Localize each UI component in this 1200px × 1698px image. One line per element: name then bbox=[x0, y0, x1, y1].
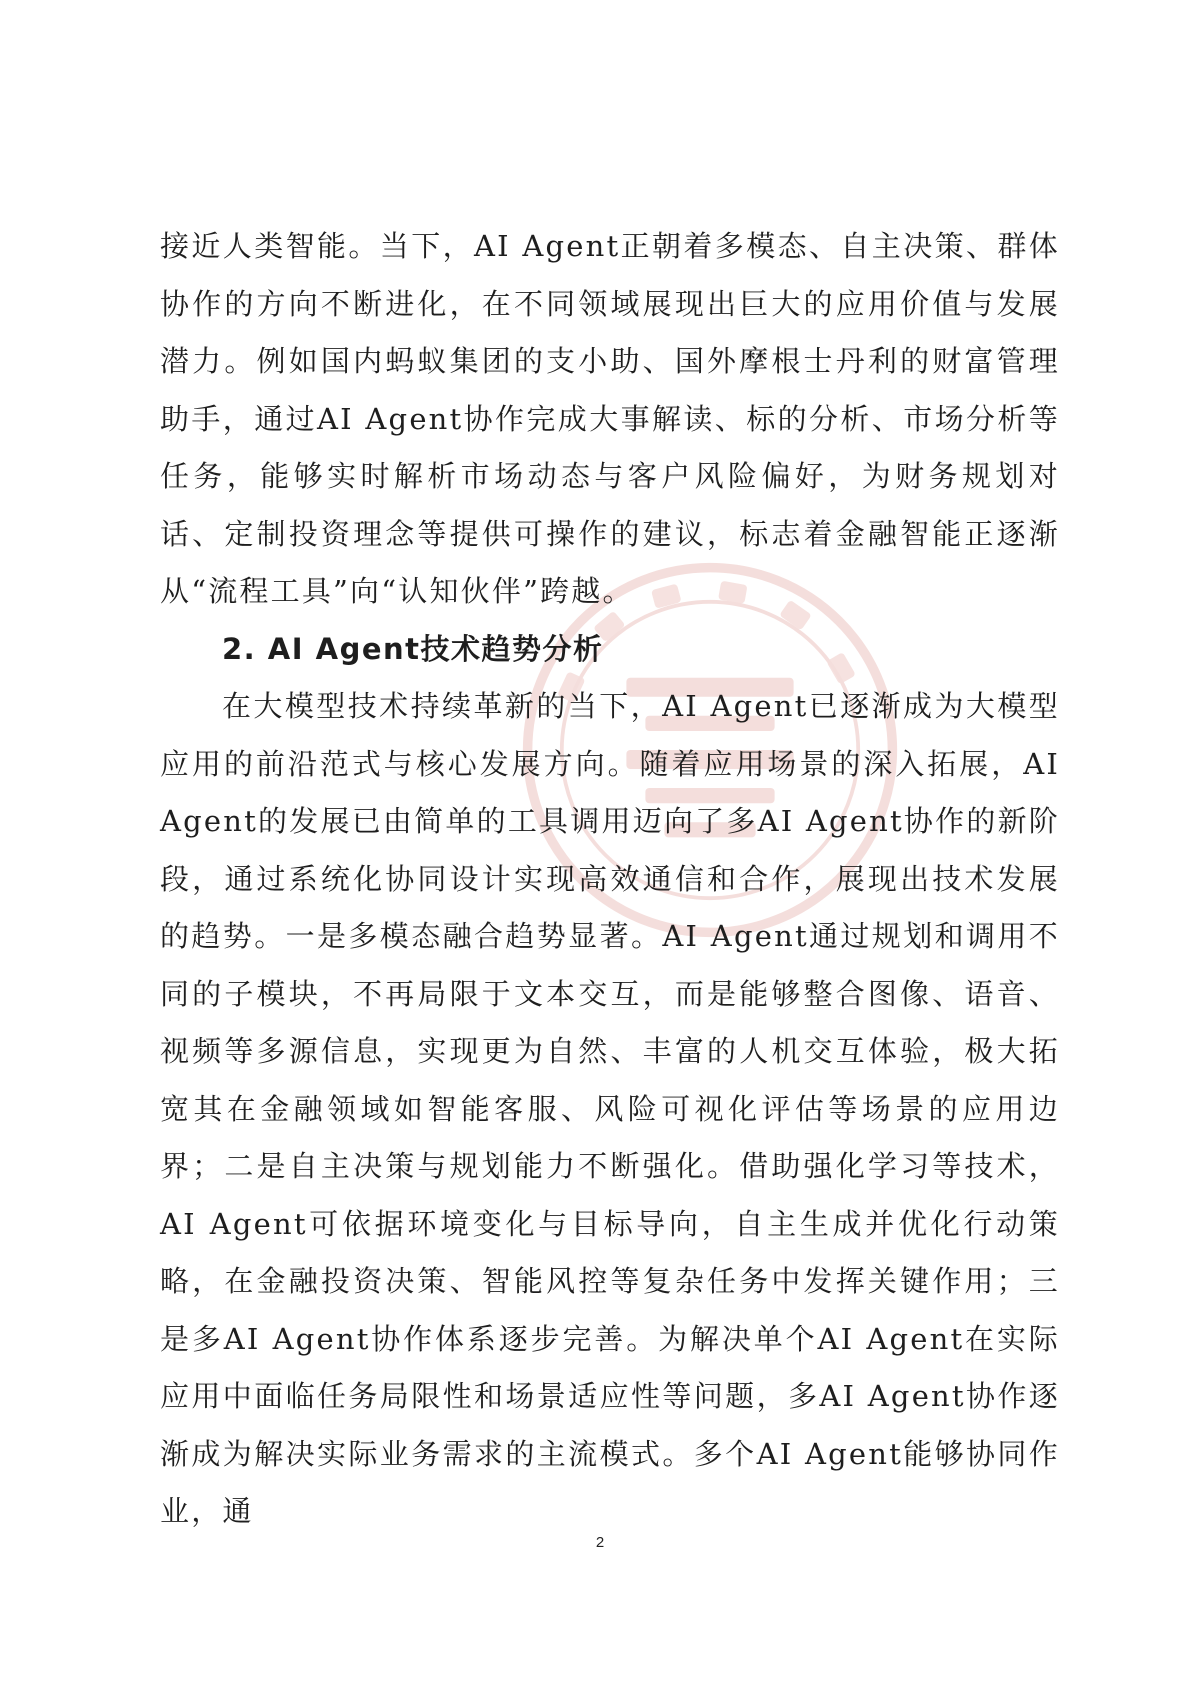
document-body bbox=[160, 218, 1060, 1541]
section-heading: 2. AI Agent技术趋势分析 bbox=[222, 631, 604, 666]
paragraph-intro: 接近人类智能。当下，AI Agent正朝着多模态、自主决策、群体协作的方向不断进化，在不同领域展现出巨大的应用价值与发展潜力。例如国内蚂蚁集团的支小助、国外摩根士丹利的财富管理助手，通过AI Agent协作完成大事解读、标的分析、市场分析等任务，能够实时解析市场动态与客户风险偏好，为财务规划对话、定制投资理念等提供可操作的建议，标志着金融智能正逐渐从“流程工具”向“认知伙伴”跨越。 bbox=[160, 229, 1060, 608]
page-number: 2 bbox=[595, 1534, 605, 1551]
paragraph-trends: 在大模型技术持续革新的当下，AI Agent已逐渐成为大模型应用的前沿范式与核心发展方向。随着应用场景的深入拓展，AI Agent的发展已由简单的工具调用迈向了多AI Agent协作的新阶段，通过系统化协同设计实现高效通信和合作，展现出技术发展的趋势。一是多模态融合趋势显著。AI Agent通过规划和调用不同的子模块，不再局限于文本交互，而是能够整合图像、语音、视频等多源信息，实现更为自然、丰富的人机交互体验，极大拓宽其在金融领域如智能客服、风险可视化评估等场景的应用边界；二是自主决策与规划能力不断强化。借助强化学习等技术，AI Agent可依据环境变化与目标导向，自主生成并优化行动策略，在金融投资决策、智能风控等复杂任务中发挥关键作用；三是多AI Agent协作体系逐步完善。为解决单个AI Agent在实际应用中面临任务局限性和场景适应性等问题，多AI Agent协作逐渐成为解决实际业务需求的主流模式。多个AI Agent能够协同作业，通 bbox=[160, 689, 1060, 1528]
